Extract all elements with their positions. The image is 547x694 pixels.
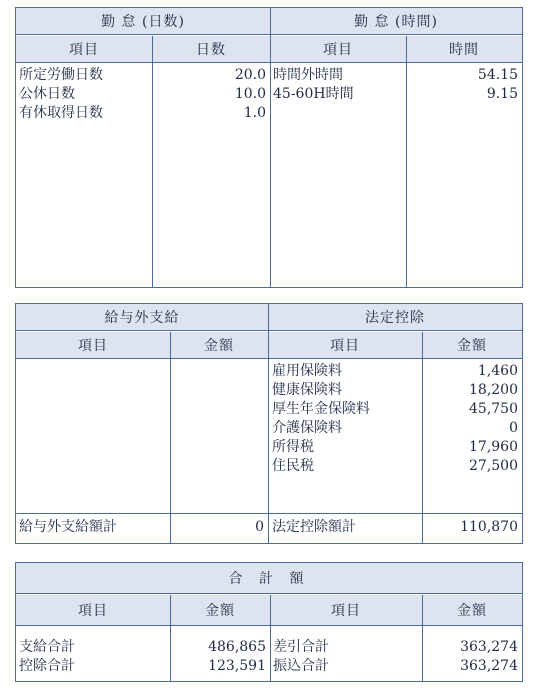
attendance-hours-label: 45-60H時間 [273, 86, 354, 102]
totals-right-label: 差引合計 [273, 639, 329, 655]
divider [16, 330, 522, 331]
deduction-label: 所得税 [272, 439, 314, 455]
totals-col-value-right: 金額 [422, 595, 522, 625]
statutory-title: 法定控除 [268, 304, 522, 330]
non-salary-col-item: 項目 [16, 332, 170, 358]
deduction-label: 住民税 [272, 458, 314, 474]
attendance-hours-title: 勤 怠 (時間) [270, 8, 522, 34]
attendance-days-col-item: 項目 [16, 36, 152, 62]
totals-left-value: 123,591 [208, 658, 266, 674]
deduction-value: 0 [509, 420, 518, 436]
divider [16, 358, 522, 359]
deduction-value: 27,500 [469, 458, 518, 474]
attendance-hours-value: 9.15 [486, 86, 518, 102]
totals-title: 合 計 額 [16, 563, 522, 593]
totals-left-value: 486,865 [208, 639, 266, 655]
attendance-days-value: 20.0 [234, 67, 266, 83]
statutory-total-label: 法定控除額計 [272, 519, 356, 535]
statutory-col-item: 項目 [268, 332, 422, 358]
attendance-hours-col-value: 時間 [406, 36, 522, 62]
deduction-value: 1,460 [477, 363, 518, 379]
divider [152, 36, 153, 287]
divider [16, 625, 522, 626]
divider [16, 513, 522, 514]
statutory-col-value: 金額 [422, 332, 522, 358]
attendance-hours-col-item: 項目 [270, 36, 406, 62]
divider [16, 593, 522, 594]
attendance-section [15, 7, 523, 288]
attendance-hours-label: 時間外時間 [273, 67, 343, 83]
totals-col-value-left: 金額 [170, 595, 270, 625]
divider [268, 304, 269, 543]
totals-left-label: 支給合計 [19, 639, 75, 655]
deduction-label: 介護保険料 [272, 420, 342, 436]
deduction-value: 18,200 [469, 382, 518, 398]
divider [422, 332, 423, 543]
divider [270, 8, 271, 287]
attendance-days-title: 勤 怠 (日数) [16, 8, 270, 34]
divider [406, 36, 407, 287]
divider [170, 595, 171, 681]
payment-deduction-section [15, 303, 523, 544]
attendance-days-value: 1.0 [243, 105, 266, 121]
attendance-days-value: 10.0 [234, 86, 266, 102]
totals-col-item-left: 項目 [16, 595, 170, 625]
attendance-days-label: 公休日数 [19, 86, 75, 102]
non-salary-col-value: 金額 [170, 332, 268, 358]
deduction-value: 45,750 [469, 401, 518, 417]
deduction-label: 厚生年金保険料 [272, 401, 370, 417]
attendance-hours-value: 54.15 [477, 67, 518, 83]
attendance-days-label: 有休取得日数 [19, 105, 103, 121]
totals-col-item-right: 項目 [270, 595, 422, 625]
totals-right-label: 振込合計 [273, 658, 329, 674]
deduction-label: 雇用保険料 [272, 363, 342, 379]
deduction-label: 健康保険料 [272, 382, 342, 398]
attendance-days-label: 所定労働日数 [19, 67, 103, 83]
divider [16, 62, 522, 63]
divider [270, 595, 271, 681]
non-salary-title: 給与外支給 [16, 304, 268, 330]
totals-left-label: 控除合計 [19, 658, 75, 674]
totals-section [15, 562, 523, 682]
totals-right-value: 363,274 [460, 658, 518, 674]
divider [170, 332, 171, 543]
divider [422, 595, 423, 681]
non-salary-total-value: 0 [255, 519, 264, 535]
statutory-total-value: 110,870 [460, 519, 518, 535]
attendance-days-col-value: 日数 [152, 36, 270, 62]
deduction-value: 17,960 [469, 439, 518, 455]
divider [16, 34, 522, 35]
non-salary-total-label: 給与外支給額計 [19, 519, 117, 535]
totals-right-value: 363,274 [460, 639, 518, 655]
